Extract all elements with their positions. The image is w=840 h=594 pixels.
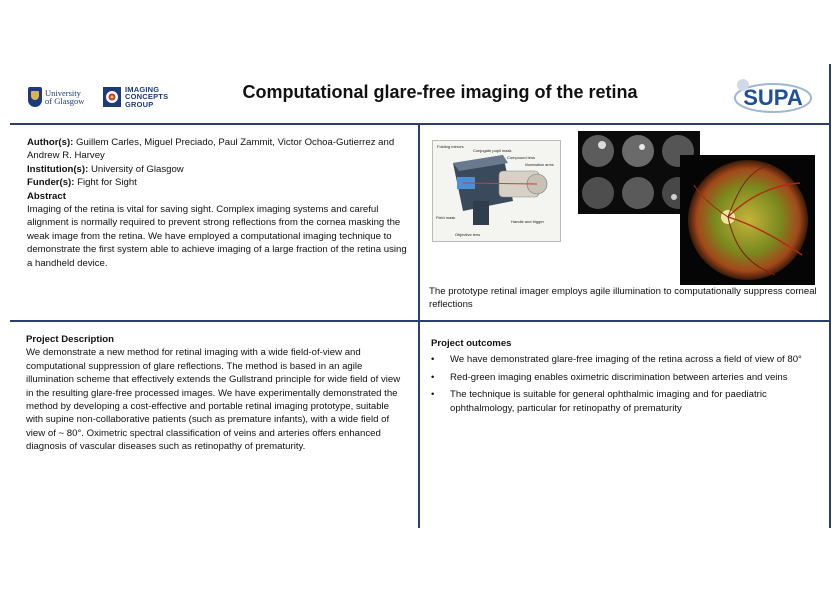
glasgow-wordmark — [45, 89, 84, 106]
funders-value: Fight for Sight — [77, 177, 137, 189]
supa-logo — [733, 76, 813, 116]
outcome-item: • The technique is suitable for general ophthalmic imaging and for paediatric ophthalmology, particular for retinopathy of prematurity — [431, 388, 816, 415]
header-rule — [10, 123, 830, 125]
label-illumination-arms: Illumination arms — [525, 163, 554, 167]
glasgow-line2: of Glasgow — [45, 96, 85, 106]
label-compound-lens: Compound lens — [507, 155, 536, 160]
authors-label: Author(s): — [27, 137, 74, 148]
label-folding-mirrors: Folding mirrors — [437, 144, 464, 149]
icg-line3: GROUP — [125, 99, 154, 109]
outcomes-heading: Project outcomes — [431, 338, 512, 349]
middle-rule — [10, 320, 830, 322]
abstract-heading: Abstract — [27, 190, 66, 202]
supa-wordmark: SUPA — [743, 85, 803, 110]
description-text: We demonstrate a new method for retinal imaging with a wide field-of-view and computational suppression of glare reflections. The method is based in an agile illumination scheme that effectively extends the Gullstrand principle for wide field of view in the resulting glare-free processed images. We have experimentally demonstrated the method by developing a cost-effective and portable retinal imaging prototype, suitable with supine non-collaborative patients (such as premature infants), with a wide field of view of ~ 80°. Oximetric spectral classification of veins and arteries offers enhanced diagnosis of vascular diseases such as retinopathy of prematurity. — [26, 347, 401, 453]
icg-emblem-icon — [103, 87, 121, 107]
project-outcomes — [431, 337, 816, 419]
authors-value: Guillem Carles, Miguel Preciado, Paul Zammit, Victor Ochoa-Gutierrez and Andrew R. Harvey — [27, 137, 395, 162]
figure-caption: The prototype retinal imager employs agile illumination to computationally suppress corneal reflections — [429, 286, 817, 311]
funders-label: Funder(s): — [27, 177, 75, 189]
project-description — [26, 333, 404, 454]
institutions-value: University of Glasgow — [90, 163, 184, 175]
outcomes-list — [431, 353, 816, 415]
icg-wordmark — [125, 86, 168, 109]
label-field-mask: Field mask — [436, 215, 456, 220]
device-diagram-image — [432, 140, 561, 242]
glasgow-crest-icon — [28, 87, 42, 107]
imaging-concepts-group-logo — [103, 84, 177, 110]
outcome-item: • Red-green imaging enables oximetric discrimination between arteries and veins — [431, 371, 816, 384]
glasgow-line1: University — [45, 87, 81, 98]
description-heading: Project Description — [26, 334, 114, 345]
institutions-label: Institution(s): — [27, 163, 89, 175]
outcome-item: • We have demonstrated glare-free imaging of the retina across a field of view of 80° — [431, 353, 816, 366]
label-objective-lens: Objective lens — [455, 232, 481, 237]
funders-line — [27, 176, 407, 189]
retina-image — [680, 155, 815, 285]
institutions-line — [27, 163, 407, 176]
abstract-text: Imaging of the retina is vital for saving sight. Complex imaging systems and careful alignment is normally required to prevent strong reflections from the cornea masking the weak image from the retina. We have employed a computational imaging technique to demonstrate the first system able to achieve imaging of a large fraction of the retina using a handheld device. — [27, 204, 407, 269]
label-conjugate-pupil-mask: Conjugate pupil mask — [473, 148, 512, 153]
project-info — [27, 136, 407, 270]
right-edge-rule — [829, 64, 831, 528]
icg-line2: CONCEPTS — [125, 92, 169, 102]
center-divider — [418, 124, 420, 528]
authors-line — [27, 136, 407, 163]
icg-line1: IMAGING — [125, 84, 160, 94]
poster-title: Computational glare-free imaging of the retina — [242, 82, 638, 102]
label-handle-trigger: Handle and trigger — [511, 219, 544, 224]
university-of-glasgow-logo — [28, 86, 94, 108]
